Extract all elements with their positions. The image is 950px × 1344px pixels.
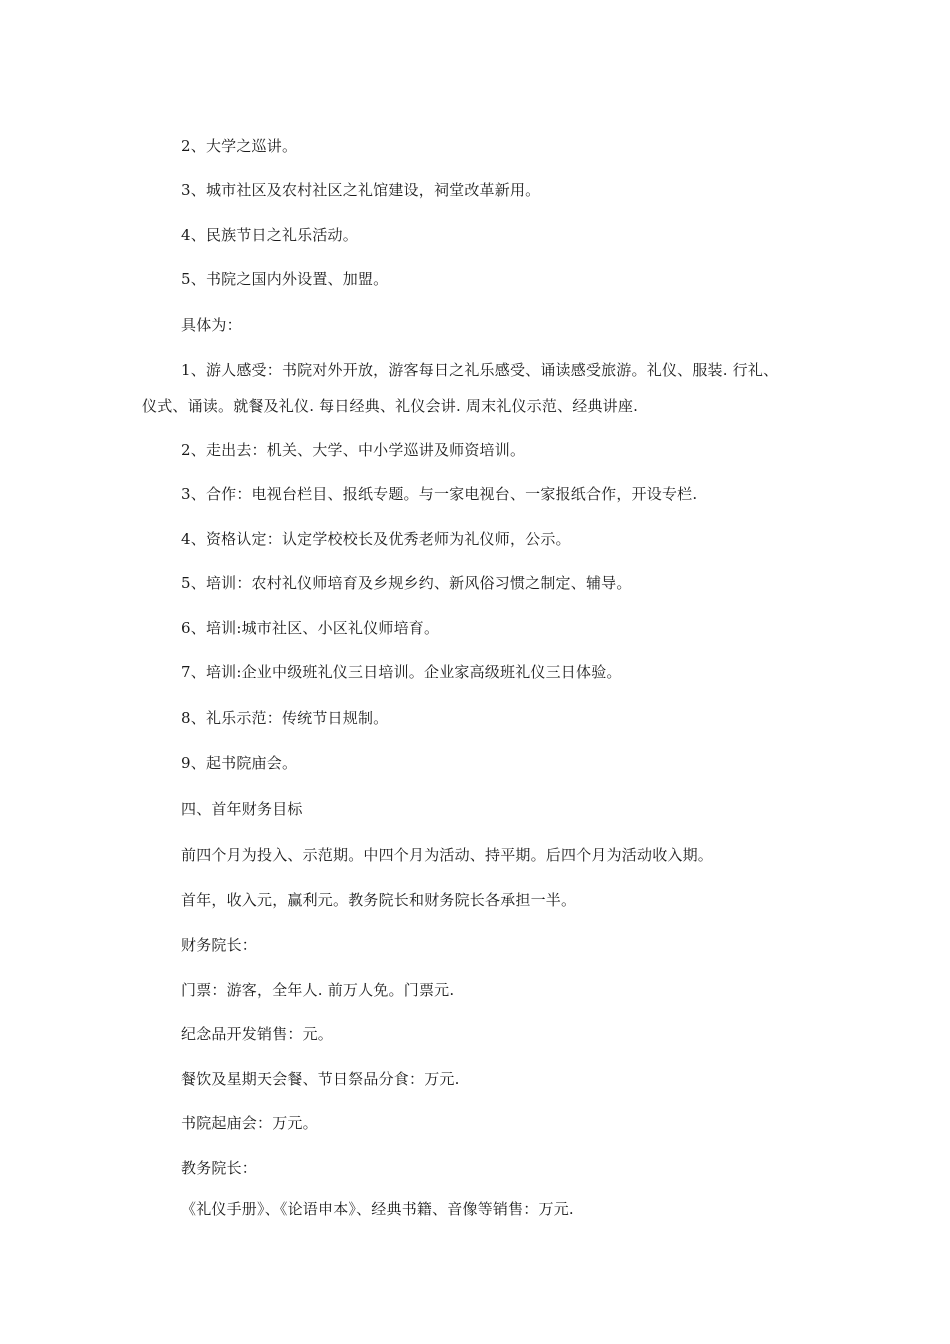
finance-item-souvenirs: 纪念品开发销售：元。 (181, 1025, 334, 1043)
list-item-2: 2、大学之巡讲。 (181, 137, 298, 155)
paragraph-phases: 前四个月为投入、示范期。中四个月为活动、持平期。后四个月为活动收入期。 (181, 846, 714, 864)
academic-item-sales: 《礼仪手册》、《论语申本》、经典书籍、音像等销售：万元. (181, 1200, 574, 1218)
list-item-4: 4、民族节日之礼乐活动。 (181, 226, 358, 244)
detail-item-3: 3、合作：电视台栏目、报纸专题。与一家电视台、一家报纸合作，开设专栏. (181, 485, 698, 503)
detail-item-4: 4、资格认定：认定学校校长及优秀老师为礼仪师，公示。 (181, 530, 571, 548)
list-item-3: 3、城市社区及农村社区之礼馆建设，祠堂改革新用。 (181, 181, 541, 199)
detail-item-6: 6、培训:城市社区、小区礼仪师培育。 (181, 619, 440, 637)
finance-item-catering: 餐饮及星期天会餐、节日祭品分食：万元. (181, 1070, 460, 1088)
finance-item-temple-fair: 书院起庙会：万元。 (181, 1114, 318, 1132)
paragraph-first-year: 首年，收入元，赢利元。教务院长和财务院长各承担一半。 (181, 891, 577, 909)
detail-item-9: 9、起书院庙会。 (181, 754, 298, 772)
section-heading: 四、首年财务目标 (181, 800, 303, 818)
detail-item-7: 7、培训:企业中级班礼仪三日培训。企业家高级班礼仪三日体验。 (181, 663, 622, 681)
list-item-5: 5、书院之国内外设置、加盟。 (181, 270, 389, 288)
detail-item-5: 5、培训：农村礼仪师培育及乡规乡约、新风俗习惯之制定、辅导。 (181, 574, 632, 592)
academic-director-heading: 教务院长： (181, 1159, 258, 1177)
finance-item-tickets: 门票：游客，全年人. 前万人免。门票元. (181, 981, 455, 999)
detail-item-1: 1、游人感受：书院对外开放，游客每日之礼乐感受、诵读感受旅游。礼仪、服装. 行礼、 (181, 361, 779, 379)
finance-director-heading: 财务院长： (181, 936, 258, 954)
detail-item-2: 2、走出去：机关、大学、中小学巡讲及师资培训。 (181, 441, 526, 459)
section-intro: 具体为： (181, 316, 242, 334)
detail-item-8: 8、礼乐示范：传统节日规制。 (181, 709, 389, 727)
detail-item-1-continued: 仪式、诵读。就餐及礼仪. 每日经典、礼仪会讲. 周末礼仪示范、经典讲座. (142, 397, 639, 415)
